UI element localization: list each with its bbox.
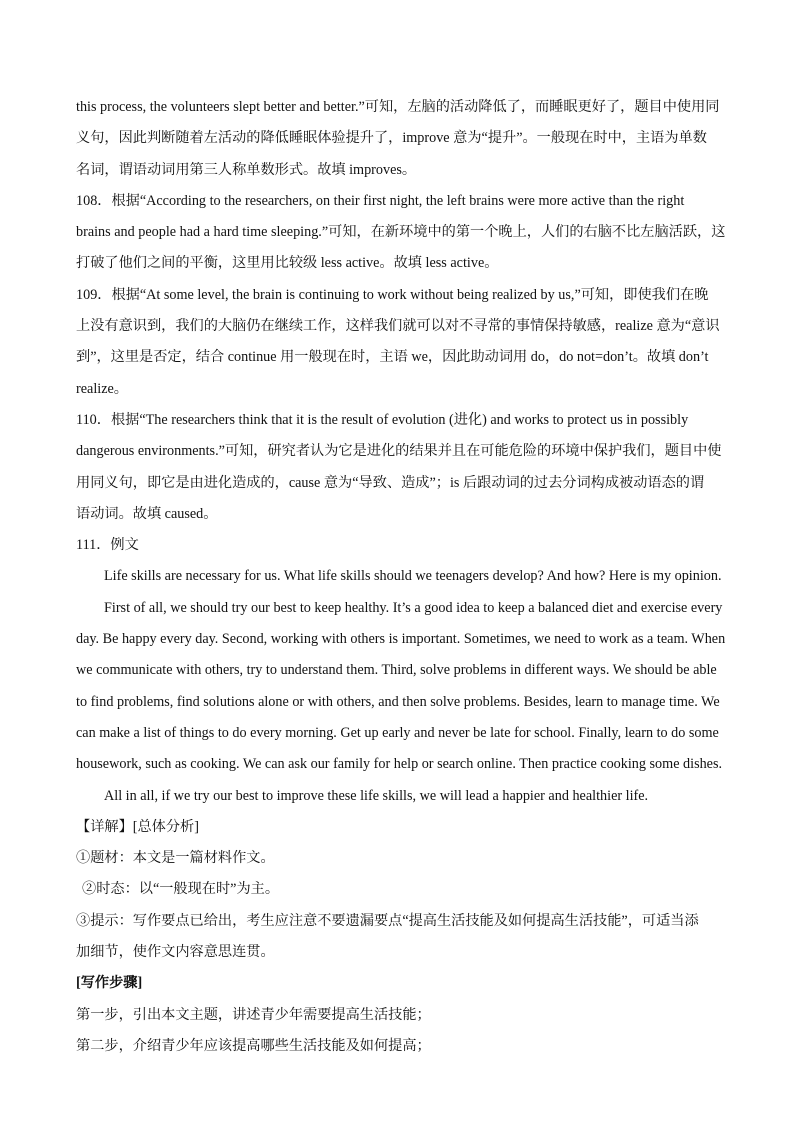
text-line: 110．根据“The researchers think that it is the result of evolution (进化) and works to protect us in possibly — [76, 411, 689, 428]
text-line: 上没有意识到，我们的大脑仍在继续工作，这样我们就可以对不寻常的事情保持敏感，realize 意为“意识 — [76, 318, 720, 335]
essay-line: to find problems, find solutions alone or with others, and then solve problems. Besides, learn to manage time. We — [76, 693, 720, 710]
analysis-item: 加细节，使作文内容意思连贯。 — [76, 944, 275, 961]
text-line: 打破了他们之间的平衡，这里用比较级 less active。故填 less active。 — [76, 255, 499, 272]
analysis-item: ①题材：本文是一篇材料作文。 — [76, 850, 275, 867]
text-line: 到”，这里是否定，结合 continue 用一般现在时，主语 we，因此助动词用 do，do not=don’t。故填 don’t — [76, 349, 709, 366]
text-line: 用同义句，即它是由进化造成的，cause 意为“导致、造成”；is 后跟动词的过去分词构成被动语态的谓 — [76, 474, 705, 491]
text-line: 义句，因此判断随着左活动的降低睡眠体验提升了，improve 意为“提升”。一般现在时中，主语为单数 — [76, 130, 707, 147]
step-item: 第二步，介绍青少年应该提高哪些生活技能及如何提高； — [76, 1037, 431, 1054]
document-page — [76, 92, 726, 1062]
essay-line: housework, such as cooking. We can ask our family for help or search online. Then practice cooking some dishes. — [76, 756, 723, 773]
essay-line: First of all, we should try our best to keep healthy. It’s a good idea to keep a balanced diet and exercise every — [104, 599, 723, 616]
essay-line: day. Be happy every day. Second, working with others is important. Sometimes, we need to work as a team. When — [76, 631, 726, 648]
text-line: 108．根据“According to the researchers, on their first night, the left brains were more active than the right — [76, 192, 685, 209]
steps-heading: [写作步骤] — [76, 975, 143, 992]
essay-line: Life skills are necessary for us. What life skills should we teenagers develop? And how? Here is my opinion. — [104, 568, 722, 585]
text-line: 109．根据“At some level, the brain is continuing to work without being realized by us,”可知，即使我们在晚 — [76, 286, 709, 303]
text-line: 名词，谓语动词用第三人称单数形式。故填 improves。 — [76, 161, 417, 178]
essay-line: we communicate with others, try to understand them. Third, solve problems in different ways. We should be able — [76, 662, 717, 679]
analysis-item: ②时态：以“一般现在时”为主。 — [82, 881, 280, 898]
section-heading: 111．例文 — [76, 537, 139, 554]
text-line: this process, the volunteers slept better and better.”可知，左脑的活动降低了，而睡眠更好了，题目中使用同 — [76, 99, 720, 115]
analysis-heading: 【详解】[总体分析] — [76, 818, 199, 835]
text-line: brains and people had a hard time sleeping.”可知，在新环境中的第一个晚上，人们的右脑不比左脑活跃，这 — [76, 224, 726, 241]
text-line: realize。 — [76, 380, 128, 397]
text-line: dangerous environments.”可知，研究者认为它是进化的结果并且在可能危险的环境中保护我们，题目中使 — [76, 443, 722, 460]
analysis-item: ③提示：写作要点已给出，考生应注意不要遗漏要点“提高生活技能及如何提高生活技能”，可适当添 — [76, 912, 699, 929]
essay-line: All in all, if we try our best to improve these life skills, we will lead a happier and healthier life. — [104, 787, 649, 804]
step-item: 第一步，引出本文主题，讲述青少年需要提高生活技能； — [76, 1006, 431, 1023]
essay-line: can make a list of things to do every morning. Get up early and never be late for school. Finally, learn to do some — [76, 724, 719, 741]
text-line: 语动词。故填 caused。 — [76, 505, 218, 522]
